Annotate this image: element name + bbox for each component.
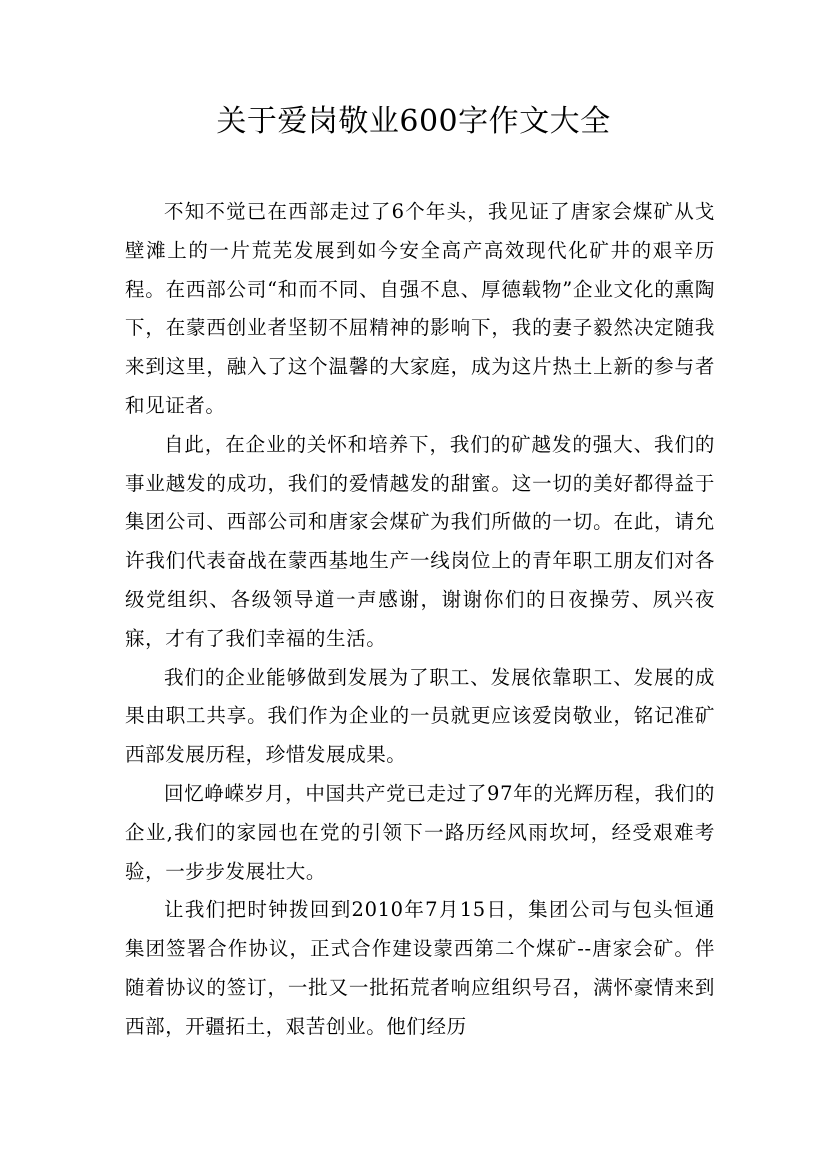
- paragraph-2: 自此，在企业的关怀和培养下，我们的矿越发的强大、我们的事业越发的成功，我们的爱情越发的甜蜜。这一切的美好都得益于集团公司、西部公司和唐家会煤矿为我们所做的一切。在此，请允许我们代表奋战在蒙西基地生产一线岗位上的青年职工朋友们对各级党组织、各级领导道一声感谢，谢谢你们的日夜操劳、夙兴夜寐，才有了我们幸福的生活。: [125, 432, 715, 650]
- paragraph-4: 回忆峥嵘岁月，中国共产党已走过了97年的光辉历程，我们的企业,我们的家园也在党的引领下一路历经风雨坎坷，经受艰难考验，一步步发展壮大。: [125, 781, 715, 883]
- document-title: 关于爱岗敬业600字作文大全: [216, 104, 611, 139]
- paragraph-1: 不知不觉已在西部走过了6个年头，我见证了唐家会煤矿从戈壁滩上的一片荒芜发展到如今安全高产高效现代化矿井的艰辛历程。在西部公司“和而不同、自强不息、厚德载物”企业文化的熏陶下，在蒙西创业者坚韧不屈精神的影响下，我的妻子毅然决定随我来到这里，融入了这个温馨的大家庭，成为这片热土上新的参与者和见证者。: [125, 200, 715, 417]
- paragraph-5: 让我们把时钟拨回到2010年7月15日，集团公司与包头恒通集团签署合作协议，正式合作建设蒙西第二个煤矿--唐家会矿。伴随着协议的签订，一批又一批拓荒者响应组织号召，满怀豪情来到西部，开疆拓土，艰苦创业。他们经历: [125, 898, 715, 1038]
- document-body: [125, 193, 715, 1047]
- paragraph-3: 我们的企业能够做到发展为了职工、发展依靠职工、发展的成果由职工共享。我们作为企业的一员就更应该爱岗敬业，铭记准矿西部发展历程，珍惜发展成果。: [125, 665, 715, 767]
